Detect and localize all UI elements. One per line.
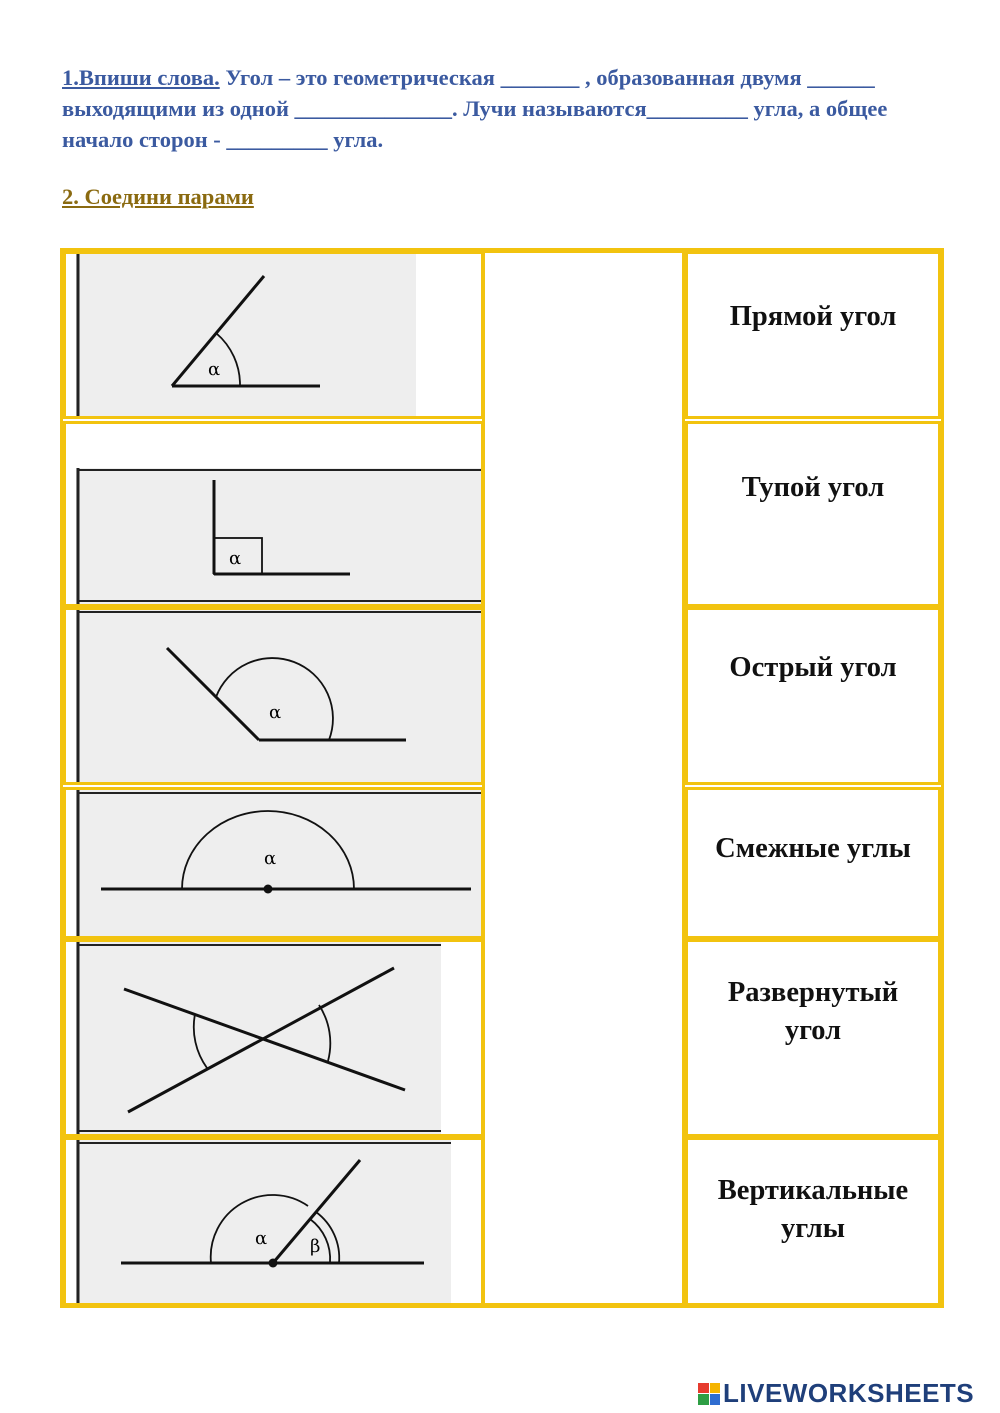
label-text: Прямой угол (729, 301, 897, 332)
task1-paragraph (62, 62, 962, 155)
figure-cell-3 (63, 607, 484, 785)
figure-cell-2 (63, 421, 484, 607)
label-cell-3[interactable] (685, 607, 941, 785)
figure-adjacent-angles (66, 1140, 481, 1303)
figure-cell-6 (63, 1137, 484, 1306)
task2-title: 2. Соедини парами (62, 184, 254, 209)
figure-right-angle (66, 424, 481, 604)
alpha-label: α (264, 848, 277, 869)
figure-cell-4 (63, 787, 484, 939)
label-text: Развернутый угол (727, 977, 899, 1046)
task1-label: 1.Впиши слова. (62, 65, 220, 90)
figure-acute-angle (66, 254, 481, 416)
brand-icon (698, 1383, 720, 1405)
alpha-label: α (269, 702, 282, 723)
figure-vertical-angles (66, 942, 481, 1134)
alpha-label: α (208, 359, 221, 380)
label-text: Смежные углы (715, 833, 911, 864)
label-cell-5[interactable] (685, 939, 941, 1137)
beta-label: β (310, 1236, 321, 1257)
figure-straight-angle (66, 790, 481, 936)
figure-cell-1 (63, 251, 484, 419)
alpha-label: α (255, 1228, 268, 1249)
label-text: Острый угол (729, 652, 897, 683)
liveworksheets-logo (698, 1378, 974, 1409)
brand-name: LIVEWORKSHEETS (723, 1378, 975, 1408)
label-text: Вертикальные углы (717, 1174, 909, 1244)
label-cell-4[interactable] (685, 787, 941, 939)
label-cell-2[interactable] (685, 421, 941, 607)
answer-column[interactable] (482, 250, 685, 1306)
figure-obtuse-angle (66, 610, 481, 782)
figure-cell-5 (63, 939, 484, 1137)
task1-text: Угол – это геометрическая _______ , образованная двумя ______ выходящими из одной ______________. Лучи называются_________ угла, а общее начало сторон - _________ угла. (62, 65, 888, 152)
label-cell-1[interactable] (685, 251, 941, 419)
label-text: Тупой угол (741, 472, 885, 503)
alpha-label: α (229, 548, 242, 569)
label-cell-6[interactable] (685, 1137, 941, 1306)
